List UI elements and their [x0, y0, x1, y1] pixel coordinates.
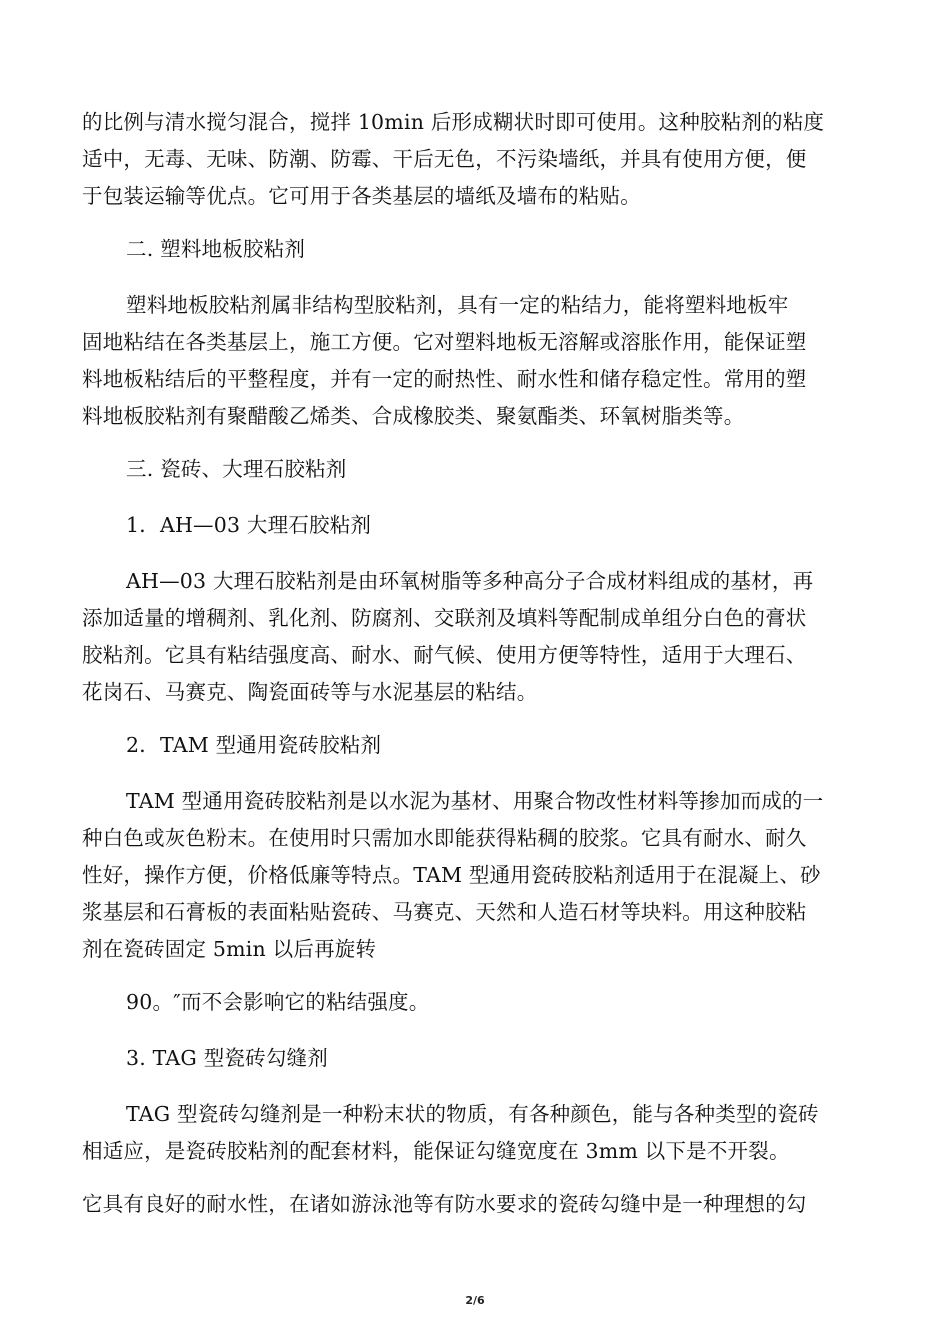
heading-text: 三. 瓷砖、大理石胶粘剂 — [126, 457, 347, 481]
text-line: 的比例与清水搅匀混合，搅拌 10min 后形成糊状时即可使用。这种胶粘剂的粘度 — [82, 110, 825, 134]
text-line: 胶粘剂。它具有粘结强度高、耐水、耐气候、使用方便等特性，适用于大理石、 — [82, 643, 807, 667]
page-number: 2/6 — [465, 1294, 485, 1307]
heading-text: 2．TAM 型通用瓷砖胶粘剂 — [126, 733, 382, 757]
text-line: 剂在瓷砖固定 5min 以后再旋转 — [82, 937, 377, 961]
text-line: TAG 型瓷砖勾缝剂是一种粉末状的物质，有各种颜色，能与各种类型的瓷砖 — [126, 1102, 819, 1126]
heading-text: 二. 塑料地板胶粘剂 — [126, 237, 306, 261]
heading-text: 1．AH—03 大理石胶粘剂 — [126, 513, 372, 537]
paragraph-rotation-note — [82, 984, 866, 1021]
paragraph-tag-grout — [82, 1096, 866, 1170]
section-heading-tile-marble — [82, 451, 866, 488]
text-line: 固地粘结在各类基层上，施工方便。它对塑料地板无溶解或溶胀作用，能保证塑 — [82, 330, 807, 354]
text-line: 种白色或灰色粉末。在使用时只需加水即能获得粘稠的胶浆。它具有耐水、耐久 — [82, 826, 807, 850]
subheading-ah03 — [82, 507, 866, 544]
text-line: 相适应，是瓷砖胶粘剂的配套材料，能保证勾缝宽度在 3mm 以下是不开裂。 — [82, 1139, 790, 1163]
text-line: 它具有良好的耐水性，在诸如游泳池等有防水要求的瓷砖勾缝中是一种理想的勾 — [82, 1192, 807, 1216]
text-line: 花岗石、马赛克、陶瓷面砖等与水泥基层的粘结。 — [82, 680, 538, 704]
subheading-tag — [82, 1040, 866, 1077]
heading-text: 3. TAG 型瓷砖勾缝剂 — [126, 1046, 328, 1070]
document-body — [82, 104, 866, 1239]
text-line: 添加适量的增稠剂、乳化剂、防腐剂、交联剂及填料等配制成单组分白色的膏状 — [82, 606, 807, 630]
text-line: AH—03 大理石胶粘剂是由环氧树脂等多种高分子合成材料组成的基材，再 — [126, 569, 814, 593]
paragraph-tam-adhesive — [82, 783, 866, 968]
paragraph-wallpaper-adhesive-continued — [82, 104, 866, 215]
text-line: 性好，操作方便，价格低廉等特点。TAM 型通用瓷砖胶粘剂适用于在混凝上、砂 — [82, 863, 821, 887]
subheading-tam — [82, 727, 866, 764]
text-line: 于包装运输等优点。它可用于各类基层的墙纸及墙布的粘贴。 — [82, 184, 641, 208]
text-line: 料地板粘结后的平整程度，并有一定的耐热性、耐水性和储存稳定性。常用的塑 — [82, 367, 807, 391]
text-line: 料地板胶粘剂有聚醋酸乙烯类、合成橡胶类、聚氨酯类、环氧树脂类等。 — [82, 404, 745, 428]
paragraph-ah03-adhesive — [82, 563, 866, 711]
text-line: 塑料地板胶粘剂属非结构型胶粘剂，具有一定的粘结力，能将塑料地板牢 — [126, 293, 789, 317]
text-line: TAM 型通用瓷砖胶粘剂是以水泥为基材、用聚合物改性材料等掺加而成的一 — [126, 789, 824, 813]
paragraph-plastic-floor-adhesive — [82, 287, 866, 435]
paragraph-tag-grout-continued — [82, 1186, 866, 1223]
text-line: 浆基层和石膏板的表面粘贴瓷砖、马赛克、天然和人造石材等块料。用这种胶粘 — [82, 900, 807, 924]
text-line: 适中，无毒、无味、防潮、防霉、干后无色，不污染墙纸，并具有使用方便，便 — [82, 147, 807, 171]
text-line: 90。″而不会影响它的粘结强度。 — [126, 990, 430, 1014]
section-heading-plastic-floor — [82, 231, 866, 268]
